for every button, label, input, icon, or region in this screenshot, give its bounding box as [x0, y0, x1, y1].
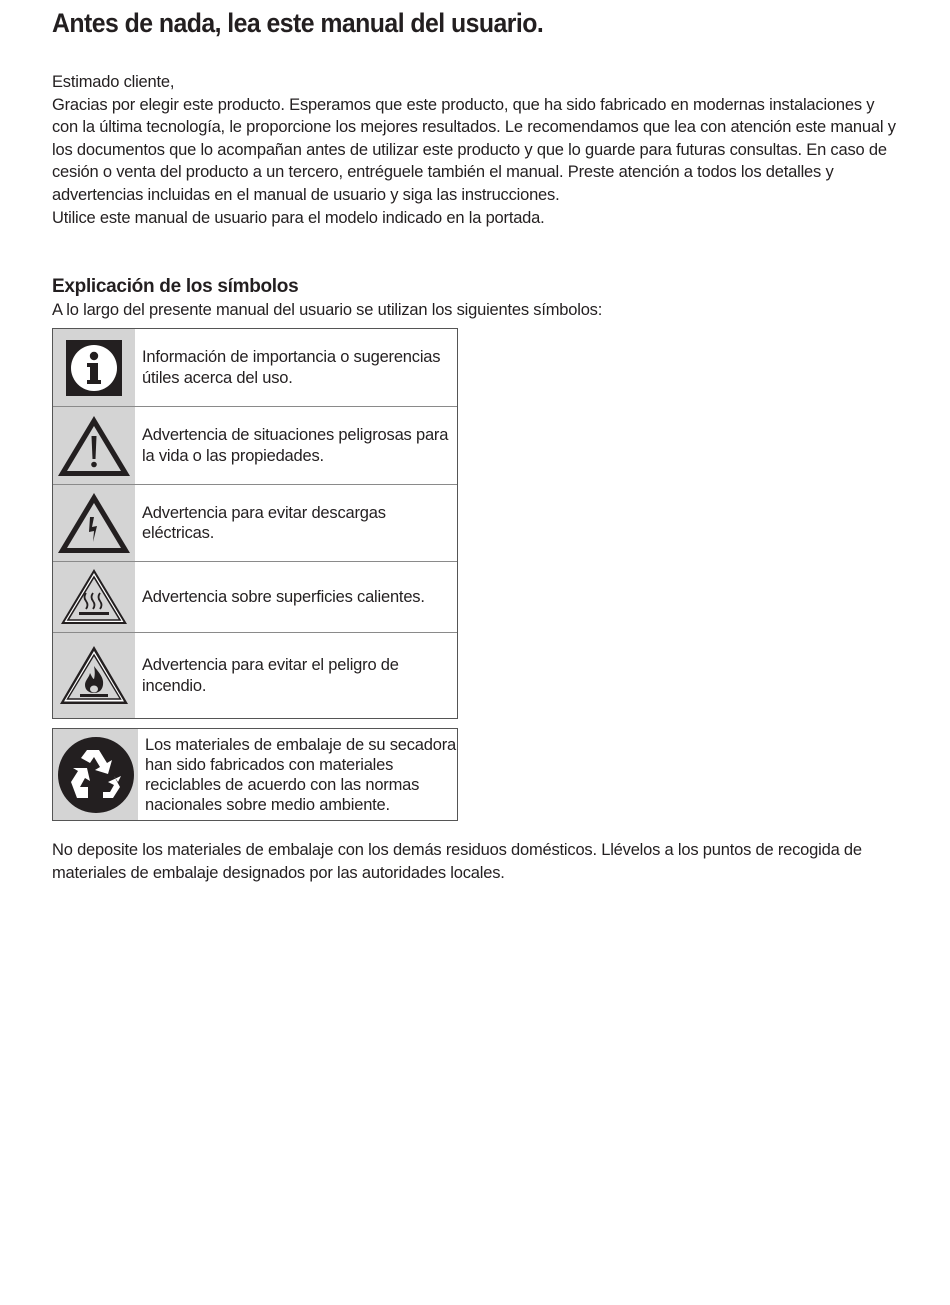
recycling-text: Los materiales de embalaje de su secadora han sido fabricados con materiales reciclables de acuerdo con las normas nacionales sobre medio ambiente.	[145, 735, 456, 814]
symbol-row-warning	[53, 406, 457, 484]
electric-shock-icon	[53, 485, 135, 561]
info-icon	[53, 329, 135, 406]
symbols-section-intro: A lo largo del presente manual del usuario se utilizan los siguientes símbolos:	[52, 301, 603, 319]
symbol-row-electric	[53, 484, 457, 561]
symbol-text: Advertencia para evitar el peligro de incendio.	[142, 656, 399, 695]
intro-model-note: Utilice este manual de usuario para el modelo indicado en la portada.	[52, 208, 545, 227]
intro-body: Gracias por elegir este producto. Esperamos que este producto, que ha sido fabricado en modernas instalaciones y con la última tecnología, le proporcione los mejores resultados. Le recomendamos que lea con atención este manual y los documentos que lo acompañan antes de utilizar este producto y que lo guarde para futuras consultas. En caso de cesión o venta del producto a un tercero, entréguele también el manual. Preste atención a todos los detalles y advertencias incluidas en el manual de usuario y siga las instrucciones.	[52, 95, 896, 204]
symbol-row-fire	[53, 632, 457, 718]
symbol-text: Información de importancia o sugerencias útiles acerca del uso.	[142, 348, 441, 387]
symbols-table	[52, 328, 458, 719]
intro-greeting: Estimado cliente,	[52, 73, 175, 91]
symbol-row-hot-surface	[53, 561, 457, 632]
disposal-note: No deposite los materiales de embalaje con los demás residuos domésticos. Llévelos a los puntos de recogida de materiales de embalaje designados por las autoridades locales.	[52, 841, 862, 882]
recycling-box	[52, 728, 458, 821]
symbols-section-title: Explicación de los símbolos	[52, 276, 299, 297]
symbol-text: Advertencia sobre superficies calientes.	[142, 587, 425, 606]
symbol-text: Advertencia de situaciones peligrosas para la vida o las propiedades.	[142, 426, 449, 465]
fire-hazard-icon	[53, 633, 135, 718]
symbol-text: Advertencia para evitar descargas eléctricas.	[142, 503, 386, 542]
symbol-row-info	[53, 329, 457, 406]
warning-icon	[53, 407, 135, 484]
recycle-icon	[53, 729, 138, 820]
intro-section	[52, 71, 897, 229]
hot-surface-icon	[53, 562, 135, 632]
page-title: Antes de nada, lea este manual del usuario.	[52, 8, 544, 38]
